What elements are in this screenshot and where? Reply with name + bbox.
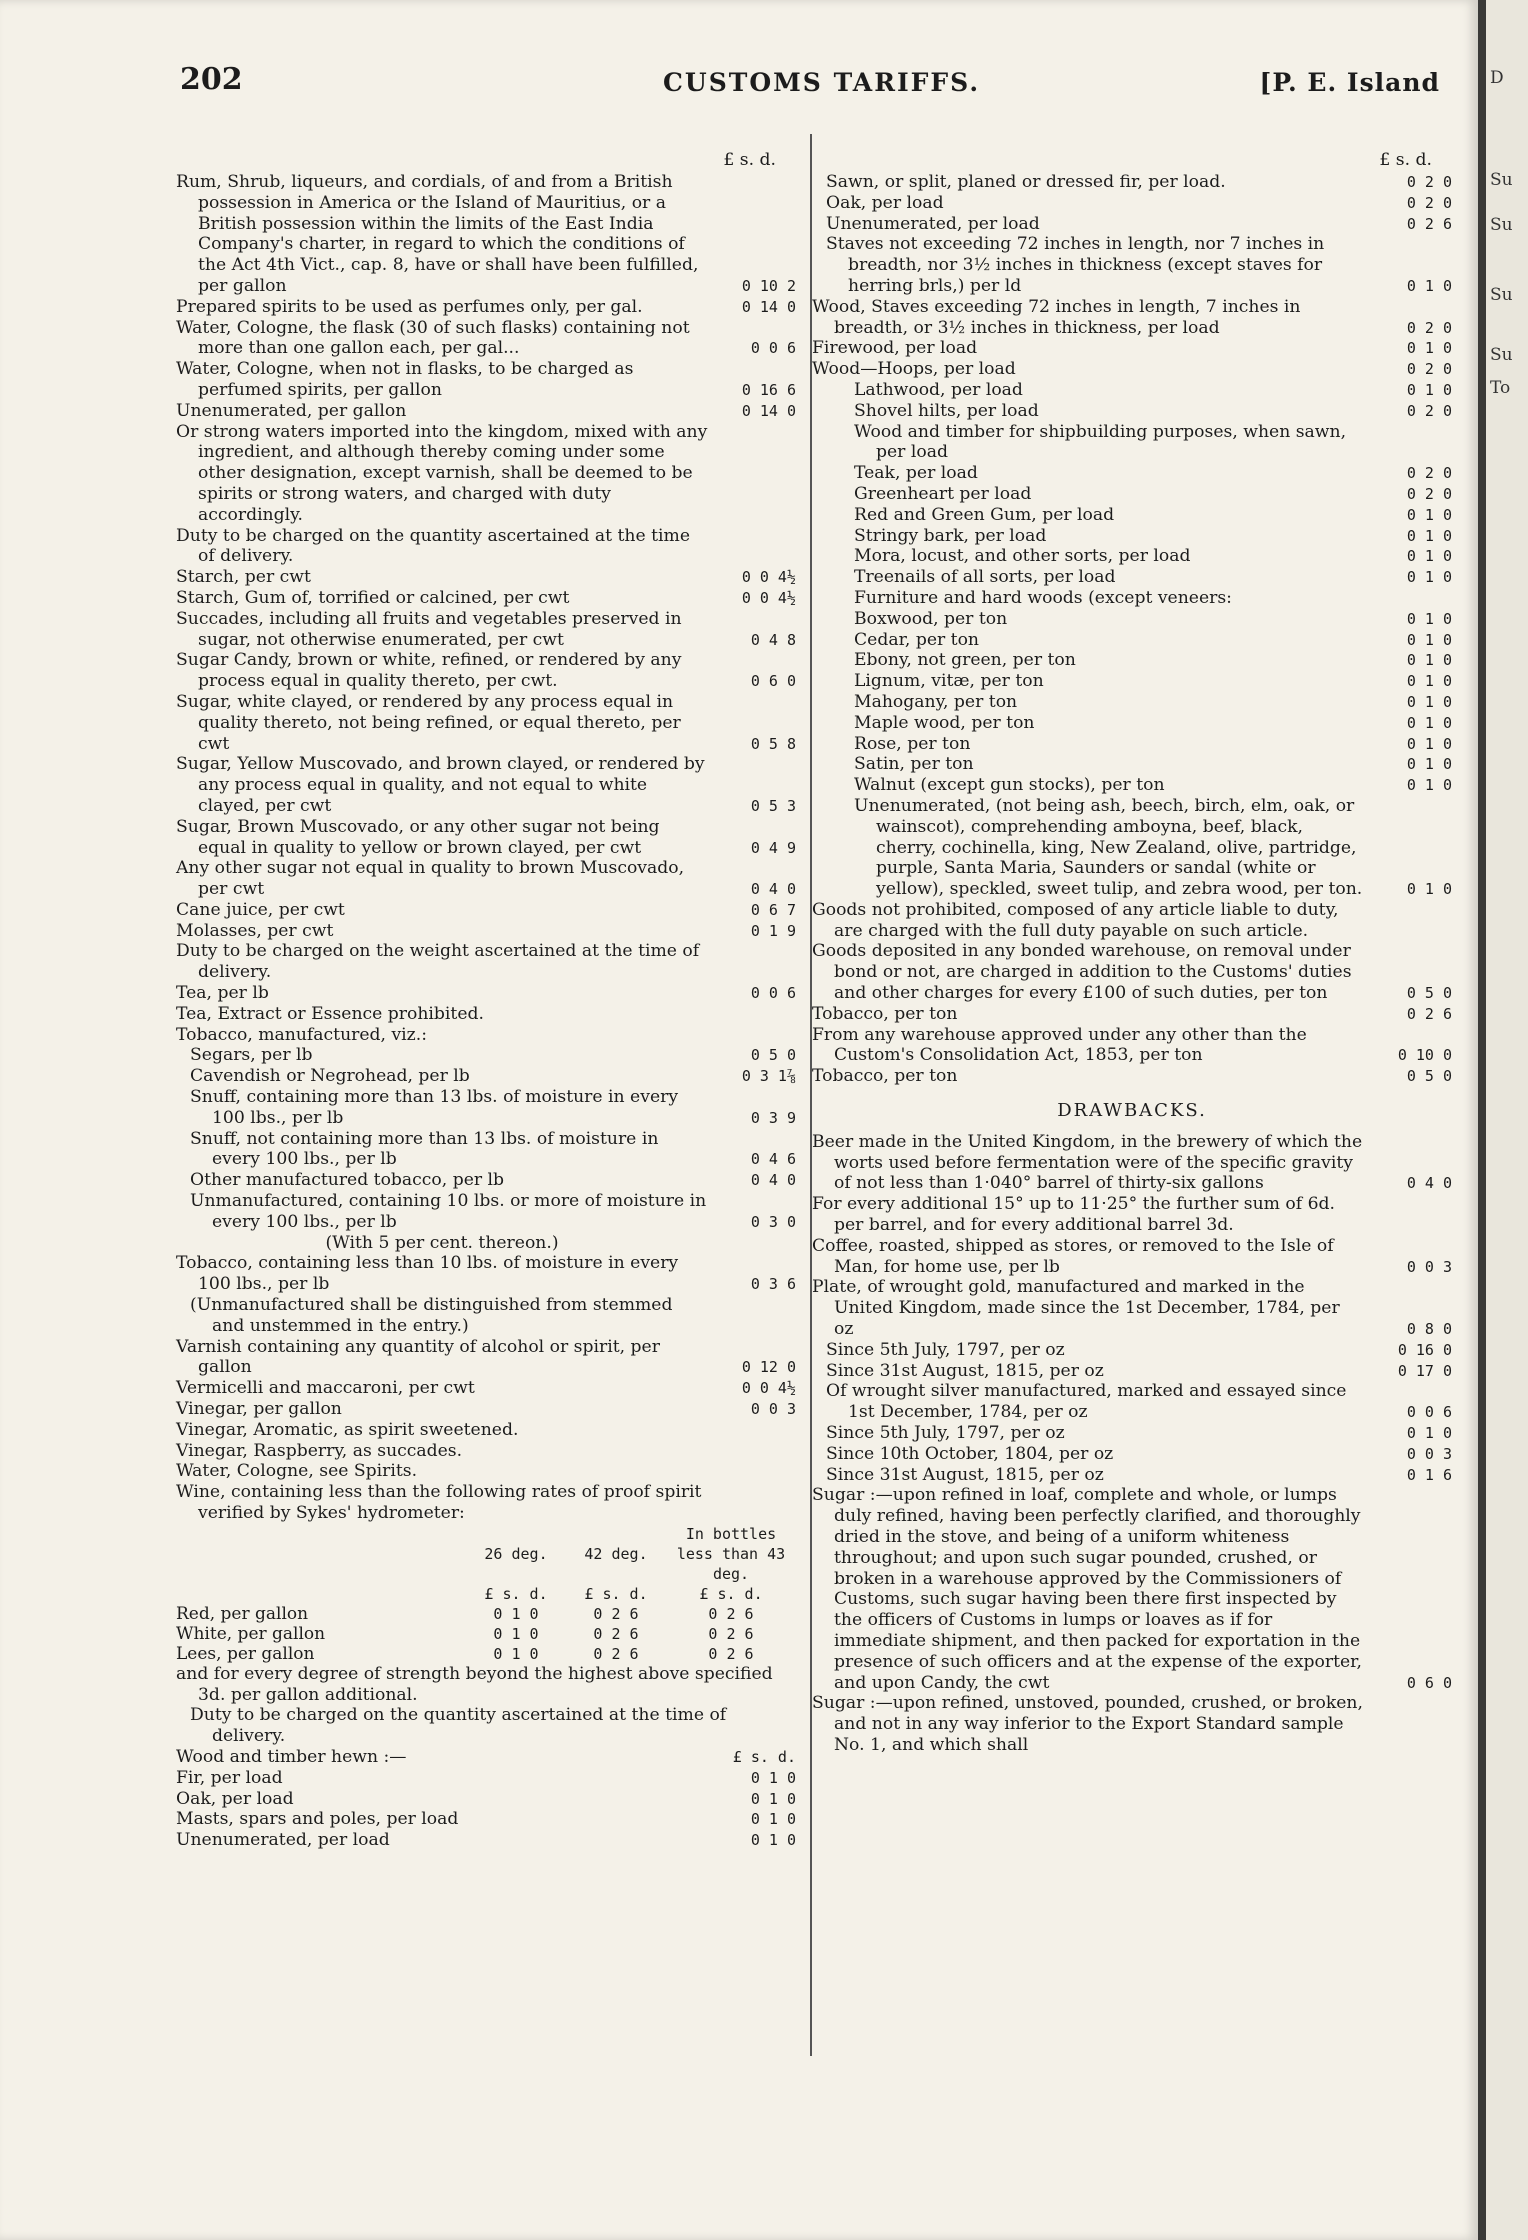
wood-entry-text: Masts, spars and poles, per load [176, 1809, 459, 1830]
next-page-fragment: Su [1490, 345, 1513, 365]
wine-row [176, 1624, 796, 1644]
tariff-entry [812, 567, 1452, 588]
tariff-entry-value: 0 6 0 [750, 672, 796, 691]
wine-header-26: 26 deg. [484, 1544, 548, 1563]
tariff-entry [176, 588, 796, 609]
tariff-entry-text: Satin, per ton [854, 754, 974, 775]
tariff-entry-text: Wood, Staves exceeding 72 inches in length, 7 inches in breadth, or 3½ inches in thickness, per load [812, 296, 1301, 338]
tariff-entry-text: Prepared spirits to be used as perfumes only, per gal. [176, 296, 643, 317]
wood-currency: £ s. d. [732, 1747, 796, 1766]
tariff-entry-text: (Unmanufactured shall be distinguished from stemmed and unstemmed in the entry.) [190, 1295, 673, 1336]
tariff-entry-value: 0 2 6 [1406, 1004, 1452, 1023]
tariff-entry-value: 0 5 0 [750, 1046, 796, 1065]
wine-row-value: 0 1 0 [493, 1604, 539, 1623]
wine-row-value: 0 2 6 [708, 1604, 754, 1623]
tariff-entry-value: 0 4 0 [750, 1171, 796, 1190]
tariff-entry-text: Wine, containing less than the following rates of proof spirit verified by Sykes' hydrometer: [176, 1482, 702, 1523]
drawback-entry [812, 1340, 1452, 1361]
tariff-entry-text: Cedar, per ton [854, 629, 980, 650]
tariff-entry-value: 0 2 6 [1406, 214, 1452, 233]
next-page-fragment: Su [1490, 170, 1513, 190]
tariff-entry-text: Cane juice, per cwt [176, 899, 345, 920]
tariff-entry [176, 941, 796, 983]
tariff-entry [812, 193, 1452, 214]
tariff-entry [812, 1025, 1452, 1067]
tariff-entry [812, 380, 1452, 401]
wood-entry-value: 0 1 0 [750, 1810, 796, 1829]
wine-row-value: 0 1 0 [493, 1644, 539, 1663]
drawback-entry-value: 0 1 0 [1406, 1424, 1452, 1443]
tariff-entry [176, 172, 796, 297]
wine-table [176, 1524, 796, 1664]
page-title: CUSTOMS TARIFFS. [663, 68, 981, 97]
wine-table-header [176, 1524, 796, 1584]
tariff-entry-value: 0 1 0 [1406, 339, 1452, 358]
tariff-entry [812, 463, 1452, 484]
left-entries [176, 172, 796, 1524]
tariff-entry-value: 0 5 0 [1406, 984, 1452, 1003]
tariff-entry [812, 505, 1452, 526]
tariff-entry-text: Goods deposited in any bonded warehouse, on removal under bond or not, are charged in addition to the Customs' duties and other charges for every £100 of such duties, per ton [812, 941, 1352, 1004]
tariff-entry [176, 1170, 796, 1191]
tariff-entry-value: 0 2 0 [1406, 173, 1452, 191]
tariff-entry [812, 796, 1452, 900]
tariff-entry-value: 0 1 0 [1406, 692, 1452, 711]
tariff-entry [812, 775, 1452, 796]
tariff-entry-text: Water, Cologne, the flask (30 of such flasks) containing not more than one gallon each, per gal... [176, 317, 690, 359]
tariff-entry [812, 546, 1452, 567]
tariff-entry-value: 0 2 0 [1406, 484, 1452, 503]
drawback-entry [812, 1236, 1452, 1278]
tariff-entry-value: 0 4 6 [750, 1150, 796, 1169]
tariff-entry [176, 1378, 796, 1399]
drawback-entry-text: For every additional 15° up to 11·25° the further sum of 6d. per barrel, and for every additional barrel 3d. [812, 1194, 1335, 1236]
tariff-entry [176, 900, 796, 921]
wood-header: Wood and timber hewn :— [176, 1746, 407, 1767]
tariff-entry-value: 0 2 0 [1406, 464, 1452, 483]
wine-header-bottles: In bottles less than 43 deg. [676, 1524, 786, 1583]
tariff-entry-text: Red and Green Gum, per load [854, 504, 1115, 525]
tariff-entry-value: 0 1 0 [1406, 734, 1452, 753]
drawback-entry-text: Beer made in the United Kingdom, in the brewery of which the worts used before fermentation were of the specific gravity of not less than 1·040° barrel of thirty-six gallons [812, 1131, 1363, 1194]
tariff-entry [812, 630, 1452, 651]
tariff-entry [176, 1025, 796, 1046]
tariff-entry-text: Rose, per ton [854, 733, 971, 754]
drawback-entry-text: Of wrought silver manufactured, marked and essayed since 1st December, 1784, per oz [826, 1381, 1347, 1423]
wine-row-value: 0 2 6 [593, 1624, 639, 1643]
wine-header-label [176, 1524, 466, 1584]
tariff-entry [176, 1045, 796, 1066]
tariff-entry-text: Varnish containing any quantity of alcohol or spirit, per gallon [176, 1336, 660, 1378]
tariff-entry-text: Rum, Shrub, liqueurs, and cordials, of and from a British possession in America or the Island of Mauritius, or a British possession within the limits of the East India Company's charter, in regard to which the conditions of the Act 4th Vict., cap. 8, have or shall have been fulfilled, per gallon [176, 172, 699, 296]
tariff-entry-text: Vinegar, Aromatic, as spirit sweetened. [176, 1419, 519, 1440]
tariff-entry-text: Vermicelli and maccaroni, per cwt [176, 1378, 475, 1399]
wood-entry-text: Oak, per load [176, 1788, 294, 1809]
tariff-entry [176, 318, 796, 360]
tariff-entry-text: Oak, per load [826, 192, 944, 213]
tariff-entry-value: 0 1 0 [1406, 380, 1452, 399]
next-page-edge [1486, 0, 1528, 2240]
drawback-entry-value: 0 0 6 [1406, 1403, 1452, 1422]
tariff-entry-text: Snuff, containing more than 13 lbs. of moisture in every 100 lbs., per lb [190, 1087, 679, 1128]
wine-row [176, 1644, 796, 1664]
drawback-entry-value: 0 8 0 [1406, 1320, 1452, 1339]
tariff-entry [812, 526, 1452, 547]
drawback-entry [812, 1444, 1452, 1465]
tariff-entry [812, 1004, 1452, 1025]
tariff-entry-text: Tea, per lb [176, 983, 269, 1004]
drawback-entry-text: Since 31st August, 1815, per oz [826, 1360, 1104, 1381]
tariff-entry-text: Unenumerated, (not being ash, beech, birch, elm, oak, or wainscot), comprehending amboyna, beef, black, cherry, cochinella, king, New Zealand, olive, partridge, purple, Santa Maria, Saunders or sandal (white or yellow), speckled, sweet tulip, and zebra wood, per ton. [854, 795, 1363, 900]
tariff-entry-text: Staves not exceeding 72 inches in length, nor 7 inches in breadth, nor 3½ inches in thickness (except staves for herring brls,) per ld [826, 234, 1325, 296]
tariff-entry-value: 0 6 7 [750, 900, 796, 919]
tariff-entry-value: 0 3 0 [750, 1212, 796, 1231]
wine-row-value: 0 2 6 [708, 1624, 754, 1643]
tariff-entry [812, 713, 1452, 734]
tariff-entry [812, 484, 1452, 505]
wine-table-subheader [176, 1584, 796, 1604]
drawback-entry-text: Coffee, roasted, shipped as stores, or removed to the Isle of Man, for home use, per lb [812, 1235, 1334, 1277]
drawback-entry [812, 1132, 1452, 1194]
tariff-entry-value: 0 1 0 [1406, 755, 1452, 774]
tariff-entry-value: 0 2 0 [1406, 318, 1452, 337]
tariff-entry [812, 588, 1452, 609]
tariff-entry [812, 172, 1452, 193]
section-title: [P. E. Island [1259, 68, 1440, 97]
tariff-entry-value: 0 2 0 [1406, 193, 1452, 212]
wine-row-value: 0 2 6 [593, 1644, 639, 1663]
wine-header-42: 42 deg. [584, 1544, 648, 1563]
tariff-entry-text: Tobacco, manufactured, viz.: [176, 1024, 427, 1045]
wood-entry-value: 0 1 0 [750, 1789, 796, 1808]
tariff-entry-value: 0 1 0 [1406, 880, 1452, 899]
tariff-entry-text: Starch, per cwt [176, 567, 311, 588]
tariff-entry-text: Shovel hilts, per load [854, 400, 1039, 421]
wood-header-row [176, 1747, 796, 1768]
drawback-entry-text: Since 5th July, 1797, per oz [826, 1423, 1065, 1444]
tariff-entry-text: Starch, Gum of, torrified or calcined, per cwt [176, 587, 570, 608]
tariff-entry-text: Tea, Extract or Essence prohibited. [176, 1003, 484, 1024]
tariff-entry [812, 297, 1452, 339]
tariff-entry-value: 0 1 0 [1406, 547, 1452, 566]
wood-entry [176, 1809, 796, 1830]
tariff-entry [812, 214, 1452, 235]
tariff-entry [176, 1482, 796, 1524]
tariff-entry [176, 1461, 796, 1482]
tariff-entry-text: Sugar, Yellow Muscovado, and brown clayed, or rendered by any process equal in quality, and not equal to white clayed, per cwt [176, 754, 705, 816]
tariff-entry-text: Treenails of all sorts, per load [854, 567, 1116, 588]
tariff-entry-text: Firewood, per load [812, 338, 978, 359]
drawback-entry-text: Sugar :—upon refined in loaf, complete and whole, or lumps duly refined, having been perfectly clarified, and thoroughly dried in the stove, and being of a uniform whiteness throughout; and upon such sugar pounded, crushed, or broken in a warehouse approved by the Commissioners of Customs, such sugar having been there first inspected by the officers of Customs in lumps or loaves as if for immediate shipment, and then packed for exportation in the presence of such officers and at the expense of the exporter, and upon Candy, the cwt [812, 1485, 1362, 1693]
tariff-entry [176, 567, 796, 588]
wood-entry [176, 1830, 796, 1851]
tariff-entry-text: Ebony, not green, per ton [854, 650, 1076, 671]
tariff-entry [812, 359, 1452, 380]
wood-entry [176, 1789, 796, 1810]
tariff-entry-text: Lignum, vitæ, per ton [854, 671, 1044, 692]
wine-duty-note: Duty to be charged on the quantity ascertained at the time of delivery. [190, 1705, 727, 1747]
tariff-entry [176, 401, 796, 422]
drawback-entry-value: 0 6 0 [1406, 1673, 1452, 1692]
tariff-entry [176, 1004, 796, 1025]
tariff-entry-text: Unmanufactured, containing 10 lbs. or more of moisture in every 100 lbs., per lb [190, 1191, 707, 1232]
tariff-entry [812, 234, 1452, 296]
wood-entry [176, 1768, 796, 1789]
right-entries [812, 172, 1452, 1087]
drawback-entry-text: Since 31st August, 1815, per oz [826, 1464, 1104, 1485]
tariff-entry-text: Any other sugar not equal in quality to brown Muscovado, per cwt [176, 858, 685, 900]
drawback-entry-value: 0 16 0 [1397, 1340, 1452, 1359]
tariff-entry-text: Unenumerated, per load [826, 213, 1040, 234]
tariff-entry-text: Or strong waters imported into the kingdom, mixed with any ingredient, and although thereby coming under some other designation, except varnish, shall be deemed to be spirits or strong waters, and charged with duty accordingly. [176, 421, 708, 525]
drawbacks-title: DRAWBACKS. [1057, 1100, 1207, 1122]
tariff-entry-value: 0 3 1⅞ [741, 1067, 796, 1086]
right-column [812, 150, 1452, 1756]
tariff-entry [176, 1087, 796, 1129]
tariff-entry-text: Goods not prohibited, composed of any article liable to duty, are charged with the full duty payable on such article. [812, 899, 1339, 941]
tariff-entry-text: Molasses, per cwt [176, 920, 334, 941]
tariff-entry-value: 0 0 3 [750, 1400, 796, 1419]
tariff-entry-text: Segars, per lb [190, 1045, 313, 1066]
tariff-entry [812, 609, 1452, 630]
drawback-entry-value: 0 0 3 [1406, 1257, 1452, 1276]
tariff-entry [812, 401, 1452, 422]
tariff-entry [812, 671, 1452, 692]
wine-note: and for every degree of strength beyond the highest above specified 3d. per gallon additional. [176, 1663, 773, 1705]
tariff-entry-value: 0 0 4½ [741, 568, 796, 587]
tariff-entry [812, 1066, 1452, 1087]
tariff-entry [812, 734, 1452, 755]
next-page-fragment: D [1490, 68, 1504, 88]
tariff-entry [176, 1129, 796, 1171]
tariff-entry-value: 0 1 0 [1406, 672, 1452, 691]
wine-subheader: £ s. d. [699, 1584, 763, 1603]
tariff-entry-value: 0 16 6 [741, 380, 796, 399]
tariff-entry-value: 0 4 8 [750, 630, 796, 649]
tariff-entry-text: Snuff, not containing more than 13 lbs. of moisture in every 100 lbs., per lb [190, 1128, 659, 1170]
tariff-entry-text: (With 5 per cent. thereon.) [325, 1232, 559, 1253]
tariff-entry-text: Mora, locust, and other sorts, per load [854, 546, 1191, 567]
tariff-entry-value: 0 1 0 [1406, 609, 1452, 628]
tariff-entry-value: 0 3 9 [750, 1108, 796, 1127]
tariff-entry-text: Duty to be charged on the quantity ascertained at the time of delivery. [176, 525, 690, 567]
tariff-entry-value: 0 1 0 [1406, 526, 1452, 545]
tariff-entry-value: 0 0 6 [750, 984, 796, 1003]
drawback-entries [812, 1132, 1452, 1756]
wine-row-label: Red, per gallon [176, 1603, 309, 1624]
tariff-entry-value: 0 3 6 [750, 1275, 796, 1294]
wine-row-label: Lees, per gallon [176, 1643, 315, 1664]
tariff-entry-value: 0 1 0 [1406, 568, 1452, 587]
tariff-entry [176, 297, 796, 318]
tariff-entry-value: 0 2 0 [1406, 360, 1452, 379]
next-page-fragment: Su [1490, 215, 1513, 235]
tariff-entry [176, 754, 796, 816]
tariff-entry-text: Water, Cologne, when not in flasks, to be charged as perfumed spirits, per gallon [176, 359, 634, 400]
tariff-entry [812, 338, 1452, 359]
tariff-entry [176, 359, 796, 401]
right-currency-header: £ s. d. [1379, 150, 1432, 170]
drawback-entry [812, 1465, 1452, 1486]
left-currency-header: £ s. d. [723, 150, 776, 170]
wood-entries [176, 1768, 796, 1851]
drawback-entry [812, 1423, 1452, 1444]
left-column [176, 150, 796, 1851]
tariff-entry-text: Sugar, Brown Muscovado, or any other sugar not being equal in quality to yellow or brown clayed, per cwt [176, 816, 660, 858]
tariff-entry-text: Sugar Candy, brown or white, refined, or rendered by any process equal in quality thereto, per cwt. [176, 650, 682, 692]
tariff-entry [812, 900, 1452, 942]
tariff-entry [176, 609, 796, 651]
drawback-entry [812, 1693, 1452, 1755]
tariff-entry-text: Teak, per load [854, 463, 978, 484]
drawback-entry [812, 1485, 1452, 1693]
wood-entry-text: Unenumerated, per load [176, 1830, 390, 1851]
tariff-entry-value: 0 4 9 [750, 838, 796, 857]
drawback-entry [812, 1194, 1452, 1236]
tariff-entry-text: Unenumerated, per gallon [176, 400, 407, 421]
tariff-entry-text: Wood and timber for shipbuilding purposes, when sawn, per load [854, 421, 1347, 463]
tariff-entry-value: 0 1 0 [1406, 651, 1452, 670]
wood-entry-value: 0 1 0 [750, 1768, 796, 1787]
tariff-entry-text: Boxwood, per ton [854, 608, 1008, 629]
tariff-entry-text: Mahogany, per ton [854, 691, 1018, 712]
running-header [180, 62, 1440, 106]
drawback-entry-text: Plate, of wrought gold, manufactured and marked in the United Kingdom, made since the 1st December, 1784, per oz [812, 1277, 1340, 1340]
tariff-entry [176, 921, 796, 942]
tariff-entry [176, 1295, 796, 1337]
wood-entry-value: 0 1 0 [750, 1831, 796, 1850]
tariff-entry [176, 650, 796, 692]
tariff-entry-value: 0 5 8 [750, 734, 796, 753]
tariff-entry-text: Sugar, white clayed, or rendered by any process equal in quality thereto, not being refined, or equal thereto, per cwt [176, 691, 681, 754]
wood-entry-text: Fir, per load [176, 1767, 283, 1788]
tariff-entry-text: Other manufactured tobacco, per lb [190, 1170, 505, 1191]
tariff-entry [812, 754, 1452, 775]
tariff-entry [176, 1066, 796, 1087]
drawback-entry [812, 1381, 1452, 1423]
tariff-entry-text: Maple wood, per ton [854, 712, 1035, 733]
wine-row-label: White, per gallon [176, 1623, 326, 1644]
tariff-entry-text: Wood—Hoops, per load [812, 359, 1016, 380]
tariff-entry-value: 0 1 0 [1406, 713, 1452, 732]
tariff-entry-value: 0 2 0 [1406, 401, 1452, 420]
tariff-entry-value: 0 14 0 [741, 297, 796, 316]
drawback-entry-value: 0 4 0 [1406, 1174, 1452, 1193]
tariff-entry [176, 526, 796, 568]
page-number: 202 [180, 62, 243, 97]
tariff-entry-value: 0 1 0 [1406, 505, 1452, 524]
next-page-fragment: Su [1490, 285, 1513, 305]
tariff-entry [176, 1441, 796, 1462]
tariff-entry-value: 0 5 3 [750, 796, 796, 815]
drawback-entry-value: 0 0 3 [1406, 1444, 1452, 1463]
tariff-entry [176, 422, 796, 526]
tariff-entry-text: Walnut (except gun stocks), per ton [854, 775, 1165, 796]
tariff-entry-text: Tobacco, containing less than 10 lbs. of moisture in every 100 lbs., per lb [176, 1253, 679, 1295]
next-page-fragment: To [1490, 378, 1511, 398]
tariff-entry [176, 983, 796, 1004]
tariff-entry-value: 0 1 0 [1406, 776, 1452, 795]
tariff-entry-value: 0 14 0 [741, 401, 796, 420]
tariff-entry [176, 1233, 796, 1254]
drawback-entry-value: 0 1 6 [1406, 1465, 1452, 1484]
tariff-entry [176, 1191, 796, 1233]
tariff-entry [812, 692, 1452, 713]
tariff-entry-text: Tobacco, per ton [812, 1066, 958, 1087]
tariff-entry-text: Lathwood, per load [854, 379, 1023, 400]
drawback-entry-text: Since 5th July, 1797, per oz [826, 1339, 1065, 1360]
drawback-entry-text: Sugar :—upon refined, unstoved, pounded, crushed, or broken, and not in any way inferior to the Export Standard sample No. 1, and which shall [812, 1693, 1363, 1755]
tariff-entry-value: 0 10 0 [1397, 1046, 1452, 1065]
tariff-entry-value: 0 0 6 [750, 339, 796, 358]
tariff-entry-value: 0 10 2 [741, 276, 796, 295]
drawback-entry-text: Since 10th October, 1804, per oz [826, 1443, 1114, 1464]
tariff-entry-text: Furniture and hard woods (except veneers: [854, 587, 1232, 608]
tariff-entry-text: Water, Cologne, see Spirits. [176, 1461, 418, 1482]
tariff-entry-text: Greenheart per load [854, 483, 1032, 504]
wine-subheader: £ s. d. [484, 1584, 548, 1603]
tariff-entry-text: Stringy bark, per load [854, 525, 1047, 546]
tariff-entry-value: 0 1 0 [1406, 276, 1452, 295]
wine-subheader: £ s. d. [584, 1584, 648, 1603]
wine-row-value: 0 1 0 [493, 1624, 539, 1643]
tariff-entry [176, 1253, 796, 1295]
tariff-entry-text: Tobacco, per ton [812, 1003, 958, 1024]
tariff-entry [812, 941, 1452, 1003]
tariff-entry [176, 1399, 796, 1420]
tariff-entry [176, 1337, 796, 1379]
drawback-entry [812, 1277, 1452, 1339]
tariff-entry-text: Vinegar, Raspberry, as succades. [176, 1440, 463, 1461]
tariff-entry [176, 692, 796, 754]
tariff-entry-text: From any warehouse approved under any other than the Custom's Consolidation Act, 1853, per ton [812, 1024, 1307, 1066]
tariff-entry-text: Duty to be charged on the weight ascertained at the time of delivery. [176, 941, 700, 983]
tariff-entry-text: Succades, including all fruits and vegetables preserved in sugar, not otherwise enumerated, per cwt [176, 608, 682, 650]
tariff-entry-value: 0 1 0 [1406, 630, 1452, 649]
tariff-entry-text: Sawn, or split, planed or dressed fir, per load. [826, 172, 1226, 192]
tariff-entry-value: 0 5 0 [1406, 1067, 1452, 1086]
tariff-entry [176, 817, 796, 859]
tariff-entry-value: 0 4 0 [750, 880, 796, 899]
tariff-entry-value: 0 0 4½ [741, 1379, 796, 1398]
drawback-entry [812, 1361, 1452, 1382]
tariff-entry-value: 0 12 0 [741, 1358, 796, 1377]
tariff-entry [176, 858, 796, 900]
tariff-entry-value: 0 0 4½ [741, 588, 796, 607]
tariff-entry [812, 650, 1452, 671]
wine-row [176, 1604, 796, 1624]
tariff-entry-text: Cavendish or Negrohead, per lb [190, 1066, 470, 1087]
tariff-entry-value: 0 1 9 [750, 921, 796, 940]
tariff-entry-text: Vinegar, per gallon [176, 1399, 342, 1420]
wine-row-value: 0 2 6 [593, 1604, 639, 1623]
wine-row-value: 0 2 6 [708, 1644, 754, 1663]
tariff-entry [176, 1420, 796, 1441]
tariff-entry [812, 422, 1452, 464]
drawback-entry-value: 0 17 0 [1397, 1361, 1452, 1380]
